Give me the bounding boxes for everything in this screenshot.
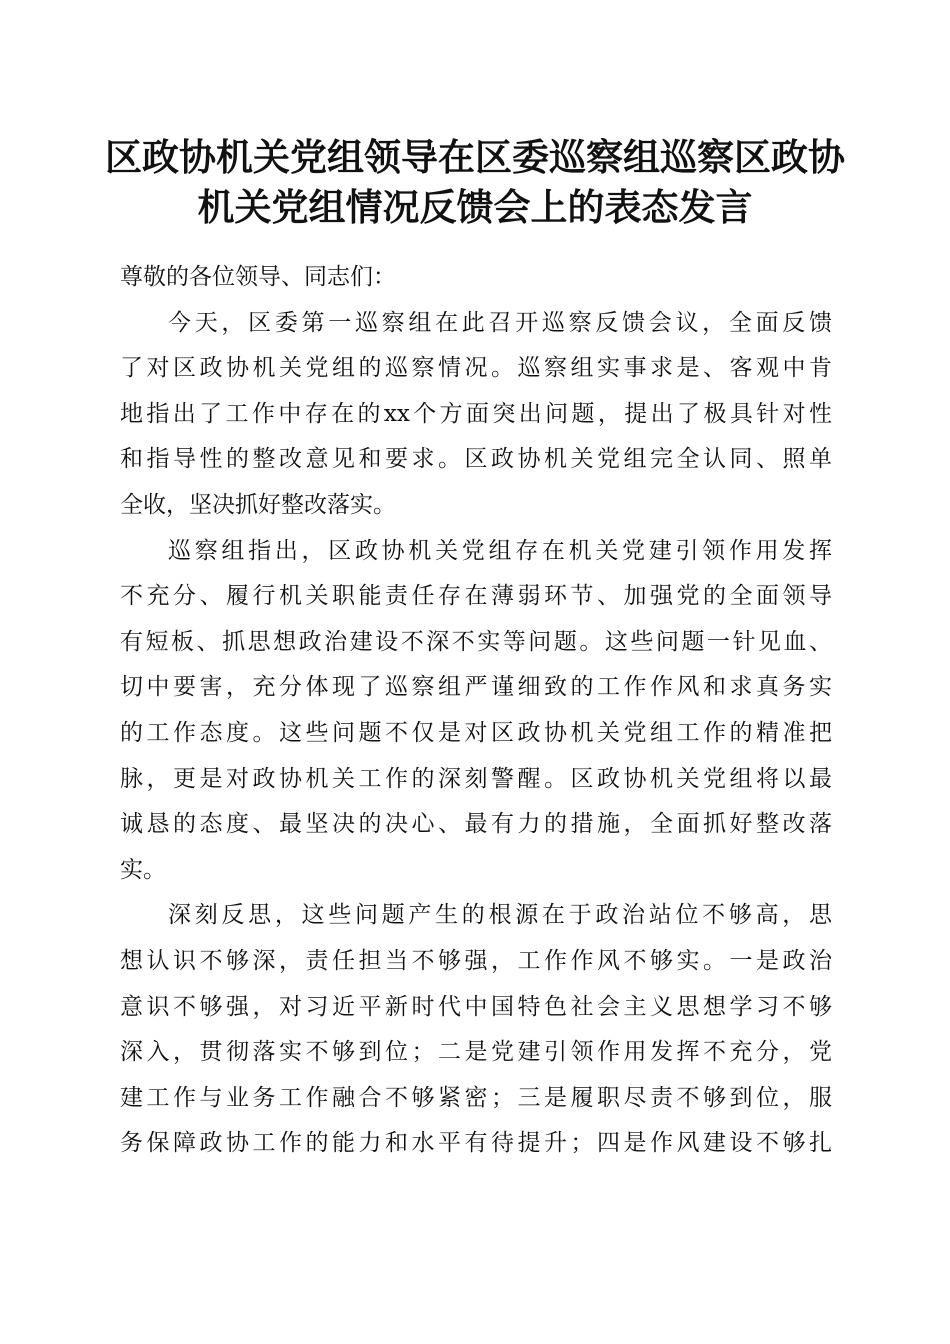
paragraph-line: 深刻反思，这些问题产生的根源在于政治站位不够高，思 bbox=[168, 902, 832, 929]
paragraph-line: 了对区政协机关党组的巡察情况。巡察组实事求是、客观中肯 bbox=[120, 355, 832, 382]
paragraph-line: 地指出了工作中存在的xx个方面突出问题，提出了极具针对性 bbox=[120, 400, 832, 427]
title-line-2: 机关党组情况反馈会上的表态发言 bbox=[197, 185, 753, 229]
paragraph-line: 今天，区委第一巡察组在此召开巡察反馈会议，全面反馈 bbox=[168, 309, 832, 336]
paragraph-line: 切中要害，充分体现了巡察组严谨细致的工作作风和求真务实 bbox=[120, 674, 832, 701]
paragraph-line: 有短板、抓思想政治建设不深不实等问题。这些问题一针见血、 bbox=[120, 628, 832, 655]
paragraph-line: 巡察组指出，区政协机关党组存在机关党建引领作用发挥 bbox=[168, 537, 832, 564]
document-title bbox=[100, 132, 850, 232]
paragraph-line: 诚恳的态度、最坚决的决心、最有力的措施，全面抓好整改落 bbox=[120, 811, 832, 838]
paragraph-line: 建工作与业务工作融合不够紧密；三是履职尽责不够到位，服 bbox=[120, 1084, 832, 1111]
paragraph-line: 的工作态度。这些问题不仅是对区政协机关党组工作的精准把 bbox=[120, 719, 832, 746]
document-body bbox=[120, 255, 832, 1167]
title-line-1: 区政协机关党组领导在区委巡察组巡察区政协 bbox=[105, 135, 845, 179]
paragraph-line: 全收，坚决抓好整改落实。 bbox=[120, 491, 396, 518]
paragraph-line: 意识不够强，对习近平新时代中国特色社会主义思想学习不够 bbox=[120, 993, 832, 1020]
paragraph-1 bbox=[120, 301, 832, 529]
paragraph-line: 脉，更是对政协机关工作的深刻警醒。区政协机关党组将以最 bbox=[120, 765, 832, 792]
paragraph-2 bbox=[120, 529, 832, 894]
paragraph-line: 务保障政协工作的能力和水平有待提升；四是作风建设不够扎 bbox=[120, 1130, 832, 1157]
paragraph-line: 深入，贯彻落实不够到位；二是党建引领作用发挥不充分，党 bbox=[120, 1039, 832, 1066]
paragraph-line: 不充分、履行机关职能责任存在薄弱环节、加强党的全面领导 bbox=[120, 583, 832, 610]
salutation: 尊敬的各位领导、同志们： bbox=[120, 264, 396, 290]
paragraph-line: 和指导性的整改意见和要求。区政协机关党组完全认同、照单 bbox=[120, 446, 832, 473]
paragraph-line: 想认识不够深，责任担当不够强，工作作风不够实。一是政治 bbox=[120, 947, 832, 974]
paragraph-line: 实。 bbox=[120, 856, 166, 883]
paragraph-3 bbox=[120, 893, 832, 1167]
